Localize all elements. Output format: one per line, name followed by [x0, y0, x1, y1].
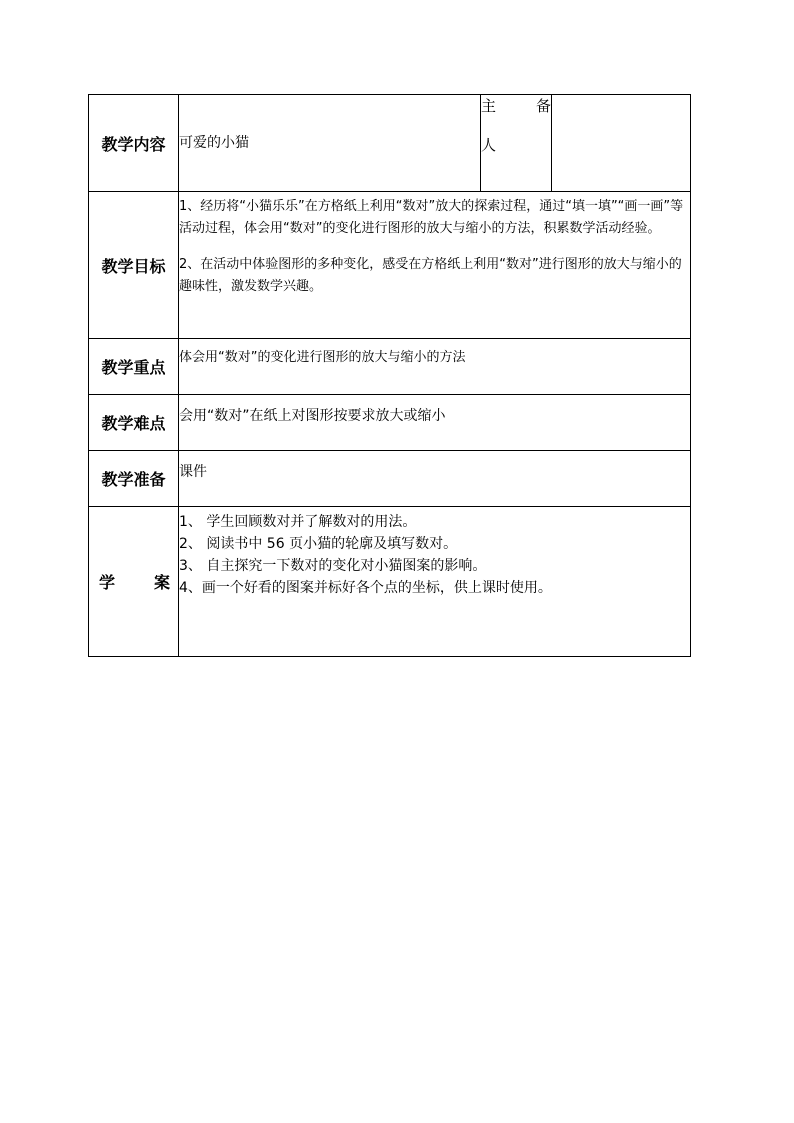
study-plan-item: 4、画一个好看的图案并标好各个点的坐标，供上课时使用。: [179, 580, 552, 596]
teaching-key-point-text: 体会用“数对”的变化进行图形的放大与缩小的方法: [179, 350, 466, 365]
study-plan-value: [179, 507, 691, 657]
study-plan-char-an: 案: [153, 573, 170, 592]
teaching-difficulty-value: [179, 395, 691, 451]
preparer-label-cell: [481, 95, 552, 192]
row-teaching-preparation: [89, 451, 691, 507]
label-teaching-goals: 教学目标: [89, 192, 179, 339]
study-plan-char-xue: 学: [99, 573, 116, 592]
label-teaching-preparation: 教学准备: [89, 451, 179, 507]
preparer-value-cell: [552, 95, 691, 192]
study-plan-item: 2、 阅读书中 56 页小猫的轮廓及填写数对。: [179, 536, 458, 552]
preparer-char-zhu: 主: [481, 97, 497, 115]
teaching-goal-1: 1、经历将“小猫乐乐”在方格纸上利用“数对”放大的探索过程，通过“填一填”“画一画”等活动过程，体会用“数对”的变化进行图形的放大与缩小的方法，积累数学活动经验。: [179, 199, 684, 236]
preparer-label-bottom: [481, 134, 551, 155]
teaching-goals-value: [179, 192, 691, 339]
row-teaching-content: [89, 95, 691, 192]
teaching-difficulty-text: 会用“数对”在纸上对图形按要求放大或缩小: [179, 408, 446, 424]
teaching-preparation-text: 课件: [179, 464, 207, 480]
row-teaching-key-point: [89, 339, 691, 395]
label-study-plan: [89, 507, 179, 657]
label-teaching-difficulty: 教学难点: [89, 395, 179, 451]
label-teaching-key-point: 教学重点: [89, 339, 179, 395]
teaching-preparation-value: [179, 451, 691, 507]
preparer-char-bei: 备: [535, 97, 551, 115]
study-plan-item: 1、 学生回顾数对并了解数对的用法。: [179, 514, 417, 530]
row-study-plan: [89, 507, 691, 657]
preparer-label-top: [481, 95, 551, 116]
teaching-key-point-value: [179, 339, 691, 395]
label-teaching-content: 教学内容: [89, 95, 179, 192]
teaching-goal-2: 2、在活动中体验图形的多种变化，感受在方格纸上利用“数对”进行图形的放大与缩小的趣味性，激发数学兴趣。: [179, 257, 682, 294]
row-teaching-difficulty: [89, 395, 691, 451]
lesson-plan-table: [88, 94, 691, 657]
teaching-content-value: [179, 95, 481, 192]
row-teaching-goals: [89, 192, 691, 339]
study-plan-item: 3、 自主探究一下数对的变化对小猫图案的影响。: [179, 558, 487, 574]
preparer-char-ren: 人: [481, 136, 497, 154]
teaching-content-text: 可爱的小猫: [179, 135, 249, 151]
study-plan-label-inner: [89, 570, 178, 593]
